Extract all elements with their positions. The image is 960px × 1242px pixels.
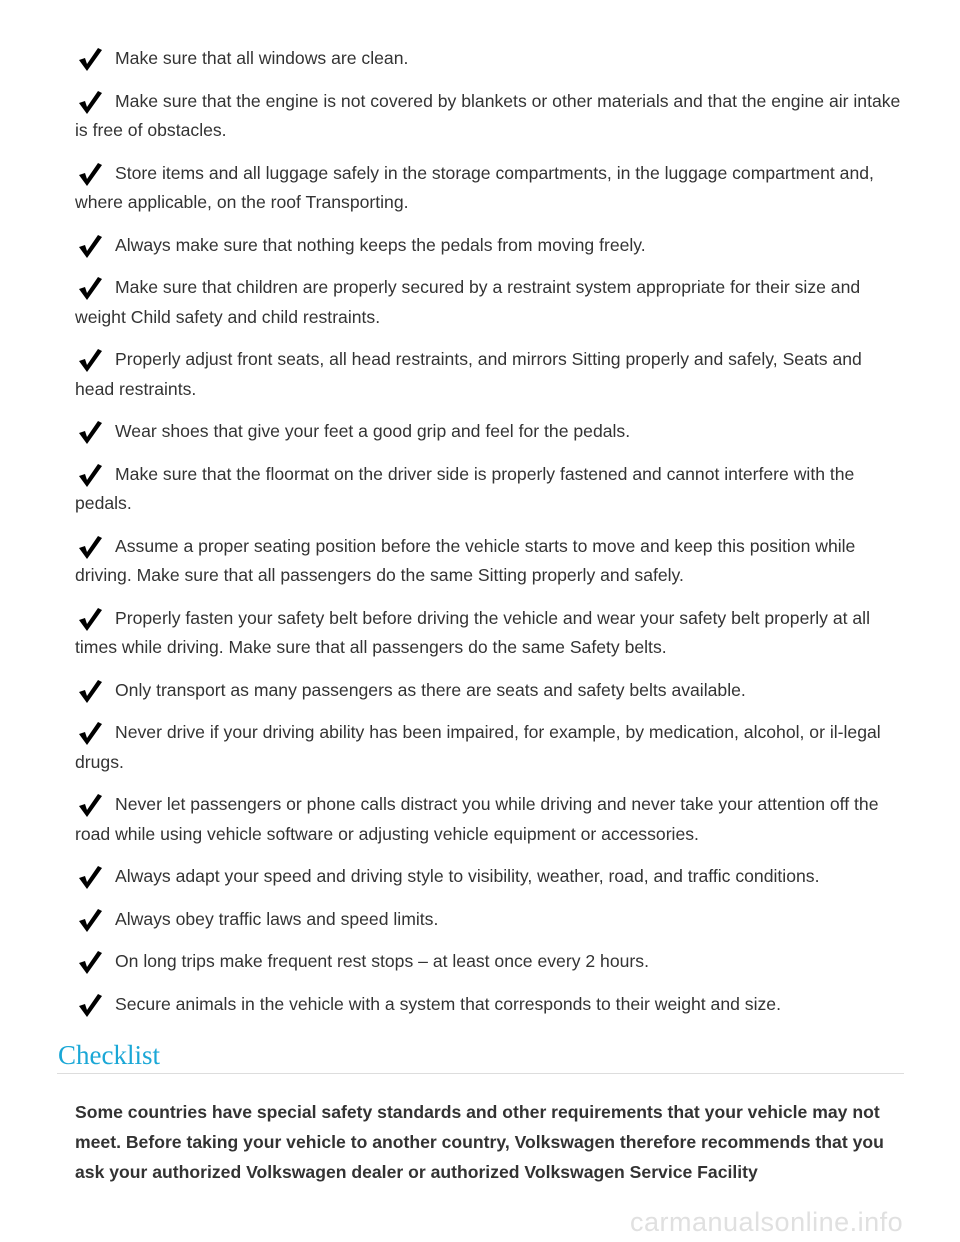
checklist-items	[0, 44, 960, 1032]
checklist-item-text: Always make sure that nothing keeps the pedals from moving freely.	[115, 234, 646, 255]
checkmark-icon	[75, 992, 105, 1018]
checklist-item	[75, 417, 905, 447]
checklist-item	[75, 87, 905, 146]
checklist-item	[75, 532, 905, 591]
checklist-item	[75, 44, 905, 74]
checklist-item	[75, 676, 905, 706]
checklist-item	[75, 604, 905, 663]
section-divider	[57, 1073, 904, 1074]
checkmark-icon	[75, 46, 105, 72]
checklist-item-text: Make sure that all windows are clean.	[115, 48, 409, 68]
checklist-item-text: Make sure that the engine is not covered by blankets or other materials and that the engine air intake is free of obstacles.	[75, 90, 901, 140]
checklist-item	[75, 345, 905, 404]
checklist-item-text: Always adapt your speed and driving style to visibility, weather, road, and traffic conditions.	[115, 866, 820, 886]
checklist-item	[75, 905, 905, 935]
checkmark-icon	[75, 275, 105, 301]
watermark: carmanualsonline.info	[630, 1207, 904, 1237]
checklist-item	[75, 231, 905, 261]
checklist-item	[75, 460, 905, 519]
checklist-item-text: Always obey traffic laws and speed limits.	[115, 908, 439, 929]
checklist-item-text: Assume a proper seating position before the vehicle starts to move and keep this position while driving. Make sure that all passengers do the same Sitting properly and safely.	[75, 535, 856, 585]
checkmark-icon	[75, 720, 105, 746]
checkmark-icon	[75, 462, 105, 488]
checkmark-icon	[75, 419, 105, 445]
section-title: Checklist	[58, 1040, 160, 1070]
checkmark-icon	[75, 678, 105, 704]
checkmark-icon	[75, 233, 105, 259]
checkmark-icon	[75, 347, 105, 373]
checkmark-icon	[75, 606, 105, 632]
checkmark-icon	[75, 89, 105, 115]
checklist-item	[75, 790, 905, 849]
checklist-item-text: Never drive if your driving ability has been impaired, for example, by medication, alcohol, or il-legal drugs.	[75, 722, 881, 772]
checkmark-icon	[75, 864, 105, 890]
checklist-item-text: On long trips make frequent rest stops – at least once every 2 hours.	[115, 951, 649, 971]
checkmark-icon	[75, 792, 105, 818]
checkmark-icon	[75, 949, 105, 975]
checklist-item	[75, 947, 905, 977]
checkmark-icon	[75, 161, 105, 187]
checklist-item-text: Secure animals in the vehicle with a system that corresponds to their weight and size.	[115, 993, 781, 1014]
checklist-item	[75, 273, 905, 332]
checklist-item-text: Never let passengers or phone calls distract you while driving and never take your attention off the road while using vehicle software or adjusting vehicle equipment or accessories.	[75, 794, 879, 844]
checklist-item-text: Store items and all luggage safely in the storage compartments, in the luggage compartment and, where applicable, on the roof Transporting.	[75, 162, 874, 212]
checklist-item-text: Properly adjust front seats, all head restraints, and mirrors Sitting properly and safely, Seats and head restraints.	[75, 349, 862, 399]
section-notice: Some countries have special safety standards and other requirements that your vehicle may not meet. Before taking your vehicle to another country, Volkswagen therefore recommends that you ask your authorized Volkswagen dealer or authorized Volkswagen Service Facility	[75, 1102, 884, 1182]
checklist-item	[75, 159, 905, 218]
checklist-item-text: Only transport as many passengers as there are seats and safety belts available.	[115, 679, 746, 700]
checklist-item	[75, 862, 905, 892]
checkmark-icon	[75, 534, 105, 560]
checklist-item	[75, 990, 905, 1020]
checklist-item-text: Wear shoes that give your feet a good grip and feel for the pedals.	[115, 421, 631, 441]
checklist-item-text: Make sure that children are properly secured by a restraint system appropriate for their size and weight Child safety and child restraints.	[75, 277, 861, 327]
checklist-item	[75, 718, 905, 777]
checkmark-icon	[75, 907, 105, 933]
checklist-item-text: Make sure that the floormat on the driver side is properly fastened and cannot interfere with the pedals.	[75, 463, 855, 513]
checklist-item-text: Properly fasten your safety belt before driving the vehicle and wear your safety belt properly at all times while driving. Make sure that all passengers do the same Safety belts.	[75, 607, 870, 657]
